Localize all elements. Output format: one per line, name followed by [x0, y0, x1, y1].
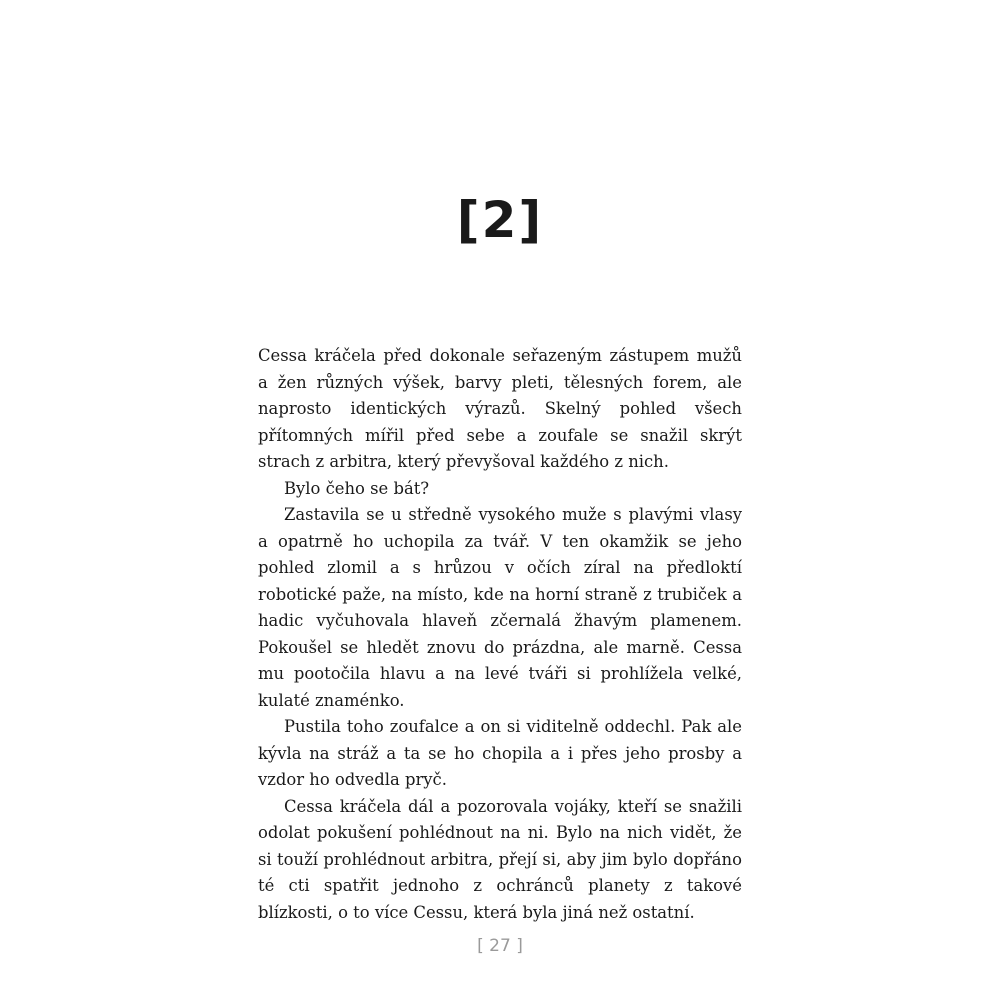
- paragraph-3: Zastavila se u středně vysokého muže s plavými vlasy a opatrně ho uchopila za tvář. V ten okamžik se jeho pohled zlomil a s hrůzou v očích zíral na předloktí robotické paže, na místo, kde na horní straně z trubiček a hadic vyčuhovala hlaveň zčernalá žhavým plamenem. Pokoušel se hledět znovu do prázdna, ale marně. Cessa mu pootočila hlavu a na levé tváři si prohlížela velké, kulaté znaménko.: [258, 505, 742, 710]
- paragraph-1: Cessa kráčela před dokonale seřazeným zástupem mužů a žen různých výšek, barvy pleti, tělesných forem, ale naprosto identických výrazů. Skelný pohled všech přítomných mířil před sebe a zoufale se snažil skrýt strach z arbitra, který převyšoval každého z nich.: [258, 346, 742, 471]
- paragraph-2: Bylo čeho se bát?: [284, 478, 430, 498]
- chapter-heading: [2]: [456, 191, 544, 249]
- paragraph-4: Pustila toho zoufalce a on si viditelně oddechl. Pak ale kývla na stráž a ta se ho chopila a i přes jeho prosby a vzdor ho odvedla pryč.: [258, 717, 742, 789]
- chapter-body: [258, 343, 742, 926]
- page-number: [ 27 ]: [477, 936, 523, 956]
- paragraph-5: Cessa kráčela dál a pozorovala vojáky, kteří se snažili odolat pokušení pohlédnout na ni. Bylo na nich vidět, že si touží prohlédnout arbitra, přejí si, aby jim bylo dopřáno té cti spatřit jednoho z ochránců planety z takové blízkosti, o to více Cessu, která byla jiná než ostatní.: [258, 796, 742, 922]
